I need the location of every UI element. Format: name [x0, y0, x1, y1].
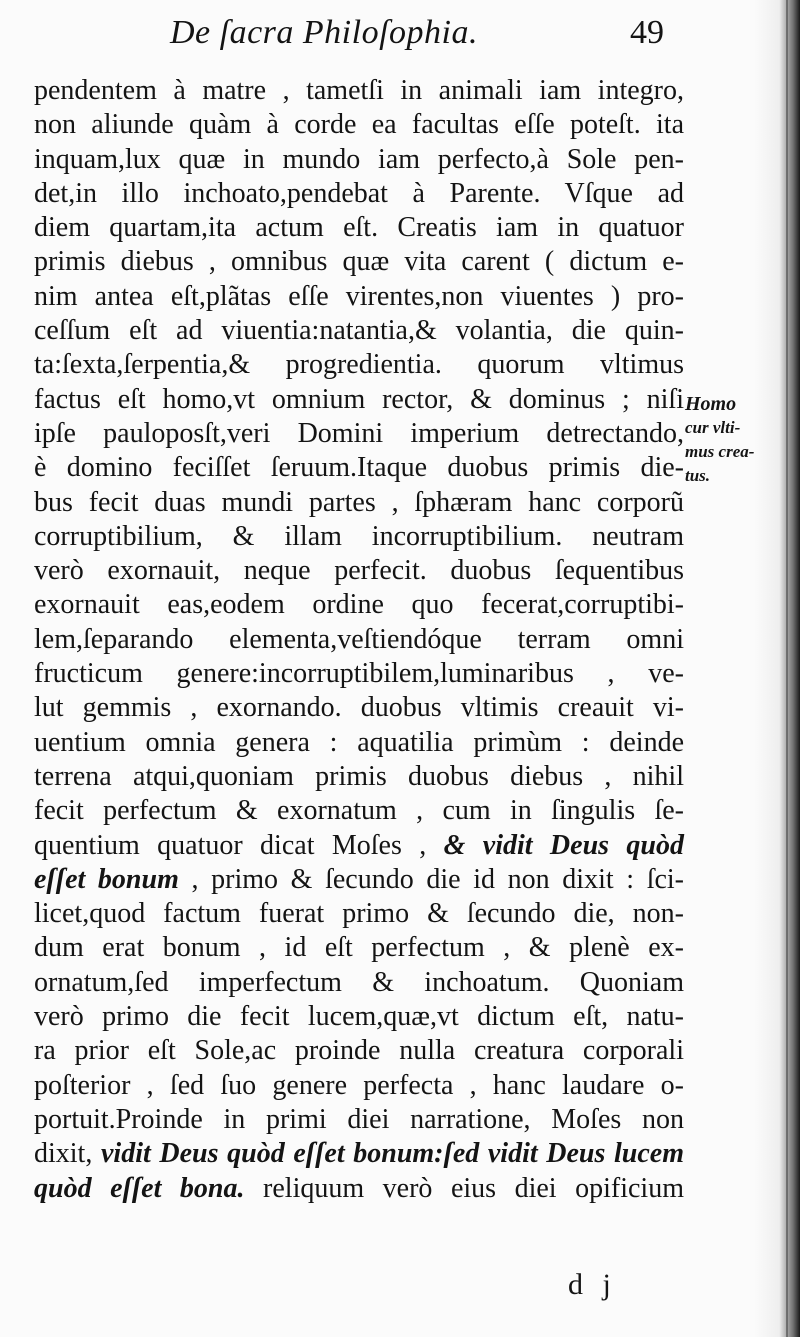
marginal-note-line: mus crea- — [685, 442, 755, 461]
text-line: corruptibilium, & illam incorruptibilium. neutram — [34, 520, 684, 552]
text-line: licet,quod factum fuerat primo & ſecundo die, non- — [34, 898, 684, 930]
text-line: verò primo die fecit lucem,quæ,vt dictum eſt, natu- — [34, 1001, 684, 1033]
marginal-note — [685, 392, 757, 488]
text-line: ornatum,ſed imperfectum & inchoatum. Quoniam — [34, 966, 684, 998]
text-line: poſterior , ſed ſuo genere perfecta , hanc laudare o- — [34, 1069, 684, 1101]
italic-quote: quòd eſſet bona. — [34, 1172, 245, 1204]
text-line: primis diebus , omnibus quæ vita carent ( dictum e- — [34, 246, 684, 278]
marginal-note-line: cur vlti- — [685, 418, 741, 437]
text-line: uentium omnia genera : aquatilia primùm : deinde — [34, 726, 684, 758]
italic-quote: eſſet bonum — [34, 863, 179, 895]
signature-mark: d j — [568, 1268, 617, 1301]
running-head: De ſacra Philoſophia. — [170, 14, 478, 51]
page-binding-edge — [786, 0, 788, 1337]
text-line: nim antea eſt,plãtas eſſe virentes,non viuentes ) pro- — [34, 280, 684, 312]
page-number: 49 — [630, 14, 664, 51]
text-line: ipſe pauloposſt,veri Domini imperium detrectando, — [34, 417, 684, 449]
text-line: inquam,lux quæ in mundo iam perfecto,à Sole pen- — [34, 143, 684, 175]
italic-quote: & vidit Deus quòd — [443, 829, 685, 861]
text-segment: , primo & ſecundo die id non dixit : ſci- — [191, 863, 685, 895]
text-line: ceſſum eſt ad viuentia:natantia,& volantia, die quin- — [34, 315, 684, 347]
text-segment: reliquum verò eius diei opificium — [263, 1172, 684, 1204]
text-line: bus fecit duas mundi partes , ſphæram hanc corporũ — [34, 486, 684, 518]
italic-quote: vidit Deus quòd eſſet bonum:ſed vidit Deus lucem — [100, 1138, 685, 1170]
page-edge-shadow — [754, 0, 800, 1337]
text-segment: quentium quatuor dicat Moſes , — [34, 829, 427, 861]
text-line — [34, 1137, 684, 1171]
text-line: pendentem à matre , tametſi in animali iam integro, — [34, 75, 684, 106]
marginal-note-line: tus. — [685, 466, 711, 485]
text-line: det,in illo inchoato,pendebat à Parente. Vſque ad — [34, 177, 684, 209]
text-line: exornauit eas,eodem ordine quo fecerat,corruptibi- — [34, 589, 684, 621]
text-line: dum erat bonum , id eſt perfectum , & plenè ex- — [34, 932, 684, 964]
text-line: verò exornauit, neque perfecit. duobus ſequentibus — [34, 555, 684, 587]
text-line: fructicum genere:incorruptibilem,luminaribus , ve- — [34, 658, 684, 690]
text-line: ta:ſexta,ſerpentia,& progredientia. quorum vltimus — [34, 349, 684, 381]
text-line — [34, 829, 684, 863]
text-line: portuit.Proinde in primi diei narratione, Moſes non — [34, 1103, 684, 1135]
text-segment: dixit, — [34, 1138, 93, 1170]
text-line: factus eſt homo,vt omnium rector, & dominus ; niſi — [34, 383, 684, 415]
text-line: diem quartam,ita actum eſt. Creatis iam in quatuor — [34, 212, 684, 244]
text-line: lut gemmis , exornando. duobus vltimis creauit vi- — [34, 692, 684, 724]
text-line: lem,ſeparando elementa,veſtiendóque terram omni — [34, 623, 684, 655]
text-line — [34, 863, 684, 897]
text-line — [34, 1172, 684, 1206]
marginal-note-line: Homo — [685, 393, 737, 415]
text-line: terrena atqui,quoniam primis duobus diebus , nihil — [34, 760, 684, 792]
main-text-block — [34, 74, 684, 1206]
text-line: non aliunde quàm à corde ea facultas eſſe poteſt. ita — [34, 109, 684, 141]
text-line: ra prior eſt Sole,ac proinde nulla creatura corporali — [34, 1035, 684, 1067]
text-line: fecit perfectum & exornatum , cum in ſingulis ſe- — [34, 795, 684, 827]
text-line: è domino feciſſet ſeruum.Itaque duobus primis die- — [34, 452, 684, 484]
